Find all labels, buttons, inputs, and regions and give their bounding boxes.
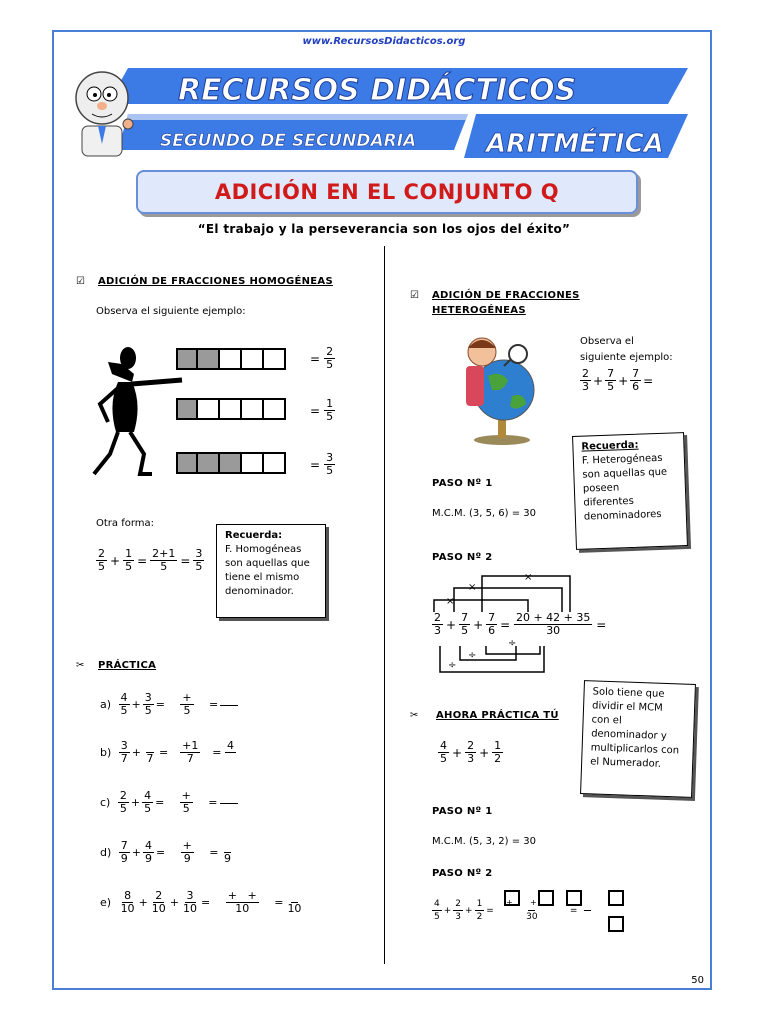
header-banner [68,64,688,162]
quote: “El trabajo y la perseverancia son los ojos del éxito” [197,222,571,236]
svg-text:×: × [524,572,533,583]
mcm-2: M.C.M. (5, 3, 2) = 30 [432,836,537,847]
practice-heading: PRÁCTICA [98,660,157,671]
practice-e: e) $\frac{8}{10}$ + $\frac{2}{10}$ + $\frac{3}{10}$ = $\frac{+ +}{10}$ = 10 [100,889,302,915]
brand-title: RECURSOS DIDÁCTICOS [178,73,577,108]
note-heterogeneous: Recuerda: F. Heterogéneas son aquellas que poseen diferentes denominadores [572,432,688,550]
checkbox-icon: ☑ [410,290,419,301]
svg-text:÷: ÷ [468,650,477,661]
answer-box[interactable] [608,890,624,906]
paso-1-heading: PASO Nº 1 [432,478,493,489]
right-heading-line1: ADICIÓN DE FRACCIONES [432,290,580,301]
right-intro-1: Observa el [580,336,634,347]
right-heading-line2: HETEROGÉNEAS [432,305,526,316]
fraction-bar-2 [176,398,286,420]
method-equation: $\frac{2}{3}$ + $\frac{7}{5}$ + $\frac{7}{6}$ = $\frac{20 + 42 + 35}{30}$ = [434,611,607,637]
subject-label: ARITMÉTICA [486,129,664,159]
practice-b: b) $\frac{3}{7}$ + 7 = $\frac{+1}{7}$ = 4 [100,739,234,765]
bar-1-value: = $\frac{2}{5}$ [310,345,334,371]
paso-1b-heading: PASO Nº 1 [432,806,493,817]
svg-text:×: × [446,596,455,607]
practice-a: a) $\frac{4}{5}$ + $\frac{3}{5}$ = $\frac{+}{5}$ = [100,692,238,717]
mcm-1: M.C.M. (3, 5, 6) = 30 [432,508,537,519]
page-number: 50 [691,975,704,986]
otra-forma-label: Otra forma: [96,518,155,529]
left-heading: ADICIÓN DE FRACCIONES HOMOGÉNEAS [98,276,333,287]
plus-sign: + [530,898,537,907]
bar-2-value: = $\frac{1}{5}$ [310,397,334,423]
grade-label: SEGUNDO DE SECUNDARIA [160,131,417,151]
practice-d: d) $\frac{7}{9}$ + $\frac{4}{9}$ = $\frac{+}{9}$ = 9 [100,839,231,865]
heterogeneous-example: $\frac{2}{3}$ + $\frac{7}{5}$ + $\frac{7}{6}$ = [582,367,654,393]
paso-2b-heading: PASO Nº 2 [432,868,493,879]
checkbox-icon: ☑ [76,276,85,287]
answer-box[interactable] [566,890,582,906]
svg-text:÷: ÷ [508,638,517,649]
homogeneous-example: $\frac{2}{5}$ + $\frac{1}{5}$ = $\frac{2+1}{5}$ = $\frac{3}{5}$ [98,547,203,573]
girl-globe-icon [452,330,542,446]
site-url[interactable]: www.RecursosDidacticos.org [302,36,466,47]
right-intro-2: siguiente ejemplo: [580,352,673,363]
fraction-bar-1 [176,348,286,370]
scissors-icon: ✂ [76,660,85,671]
column-divider [384,246,385,964]
practice-c: c) $\frac{2}{5}$ + $\frac{4}{5}$ = $\frac{+}{5}$ = [100,790,238,815]
left-intro: Observa el siguiente ejemplo: [96,306,246,317]
answer-box[interactable] [538,890,554,906]
note-homogeneous: Recuerda: F. Homogéneas son aquellas que tiene el mismo denominador. [216,524,326,618]
page-title: ADICIÓN EN EL CONJUNTO Q [136,170,638,214]
svg-text:×: × [468,582,477,593]
stick-figure-icon [88,344,188,480]
plus-sign: + [506,898,513,907]
svg-text:÷: ÷ [448,660,457,671]
fraction-bar-3 [176,452,286,474]
bar-3-value: = $\frac{3}{5}$ [310,451,334,477]
paso-2-heading: PASO Nº 2 [432,552,493,563]
scissors-icon: ✂ [410,710,419,721]
exercise-equation: $\frac{4}{5}$ + $\frac{2}{3}$ + $\frac{1}{2}$ [440,739,502,765]
final-equation: $\frac{4}{5}$ + $\frac{2}{3}$ + $\frac{1}{2}$ = 30 = [432,898,595,923]
note-method: Solo tiene que dividir el MCM con el denominador y multiplicarlos con el Numerador. [580,680,696,798]
practice-tu-heading: AHORA PRÁCTICA TÚ [436,710,559,721]
answer-box[interactable] [608,916,624,932]
